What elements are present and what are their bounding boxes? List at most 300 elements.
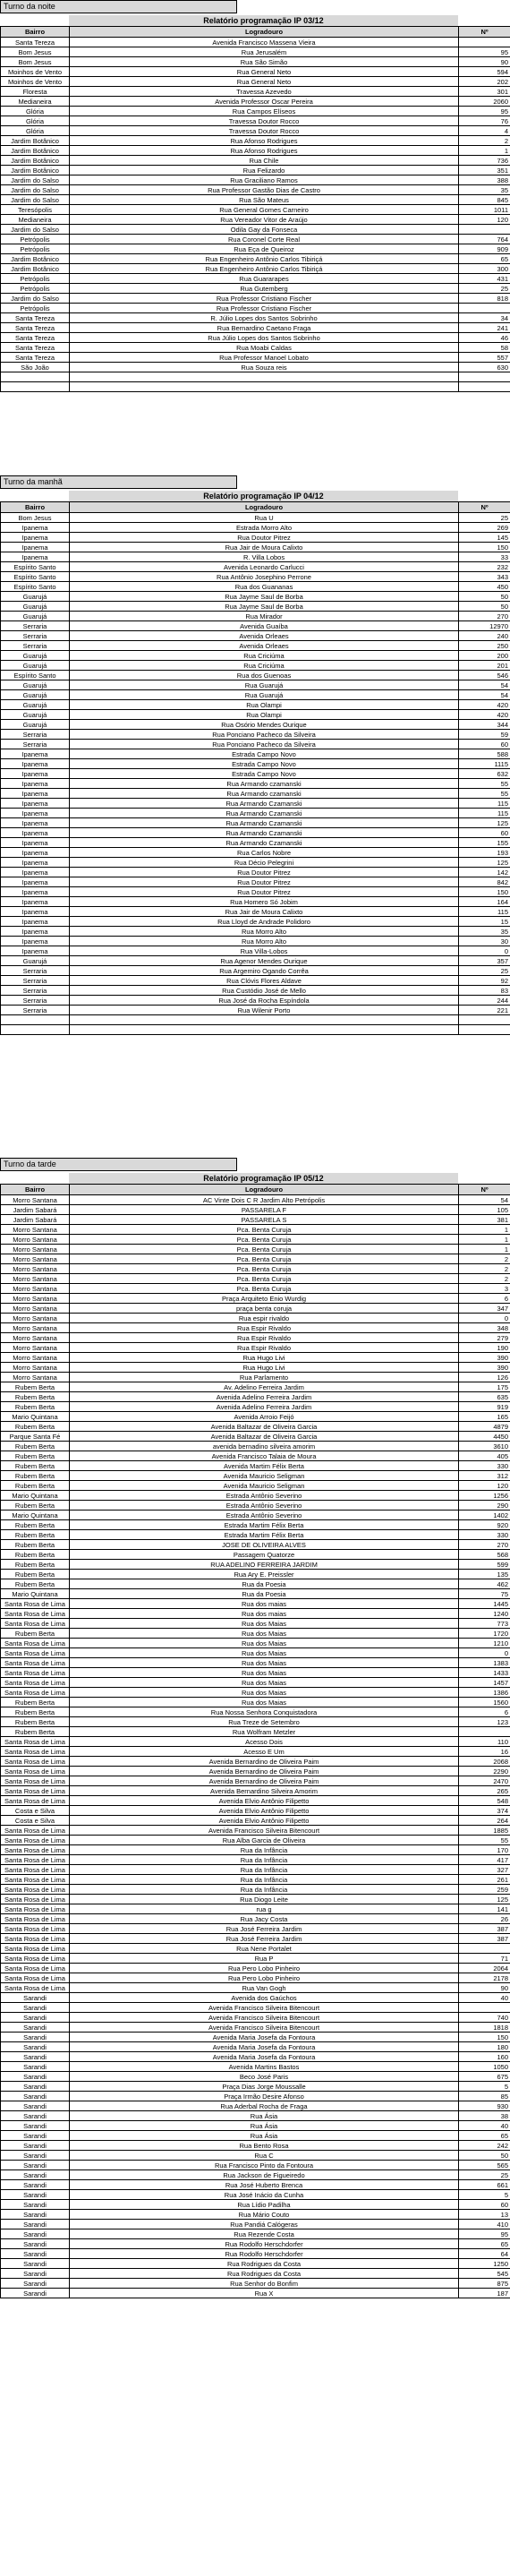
bairro-cell: Santa Rosa de Lima [1,1776,70,1786]
logradouro-cell: Rua dos Maias [70,1639,459,1648]
logradouro-cell: Rua Nossa Senhora Conquistadora [70,1707,459,1717]
logradouro-cell: Rua Doutor Pitrez [70,868,459,877]
numero-cell: 54 [459,1195,510,1205]
numero-cell: 13 [459,2210,510,2220]
bairro-cell: Rubem Berta [1,1550,70,1560]
numero-cell: 50 [459,592,510,602]
numero-cell [459,1944,510,1954]
bairro-cell: Ipanema [1,779,70,789]
logradouro-cell: Rua Morro Alto [70,927,459,937]
table-row [1,690,510,700]
table-row [1,1619,510,1629]
logradouro-cell: Rua da Infância [70,1845,459,1855]
logradouro-cell: Acesso Dois [70,1737,459,1747]
numero-cell: 588 [459,749,510,759]
table-row [1,1274,510,1284]
table-row [1,2200,510,2210]
bairro-cell: Santa Rosa de Lima [1,1836,70,1845]
bairro-cell: Santa Tereza [1,323,70,333]
numero-cell: 5 [459,2082,510,2092]
bairro-cell: Petrópolis [1,274,70,284]
logradouro-cell: Rua Coronel Corte Real [70,235,459,244]
numero-cell: 545 [459,2269,510,2279]
table-row [1,1688,510,1698]
logradouro-cell: Rua Senhor do Bonfim [70,2279,459,2289]
col-numero-header: Nº [459,502,510,513]
table-row [1,175,510,185]
bairro-cell: Jardim do Salso [1,195,70,205]
table-row [1,1609,510,1619]
bairro-cell: Rubem Berta [1,1461,70,1471]
bairro-cell: Sarandi [1,2239,70,2249]
numero-cell: 241 [459,323,510,333]
logradouro-cell: Rua Ásia [70,2111,459,2121]
logradouro-cell: Rua Engenheiro Antônio Carlos Tibiriçá [70,264,459,274]
bairro-cell: Sarandi [1,2062,70,2072]
numero-cell: 290 [459,1501,510,1511]
table-row [1,976,510,986]
table-row [1,1668,510,1678]
logradouro-cell: Avenida Bernardino de Oliveira Paim [70,1767,459,1776]
logradouro-cell: Estrada Campo Novo [70,759,459,769]
turno-label: Turno da manhã [0,475,237,489]
table-row [1,1747,510,1757]
bairro-cell [1,1025,70,1035]
numero-cell: 65 [459,254,510,264]
report-title: Relatório programação IP 03/12 [69,15,458,26]
table-row [1,946,510,956]
table-row [1,809,510,818]
table-row [1,1491,510,1501]
bairro-cell: Petrópolis [1,244,70,254]
numero-cell: 450 [459,582,510,592]
logradouro-cell: Avenida Francisco Massena Vieira [70,38,459,47]
logradouro-cell: Rua Olampi [70,700,459,710]
bairro-cell: Rubem Berta [1,1442,70,1451]
table-row [1,195,510,205]
bairro-cell: Guarujá [1,700,70,710]
bairro-cell: Santa Rosa de Lima [1,1826,70,1836]
logradouro-cell: Rua José Huberto Brenca [70,2180,459,2190]
logradouro-cell: Rua Mirador [70,612,459,621]
col-numero-header: Nº [459,27,510,38]
table-row [1,126,510,136]
bairro-cell: Ipanema [1,868,70,877]
numero-cell: 50 [459,602,510,612]
logradouro-cell: Rua da Poesia [70,1589,459,1599]
logradouro-cell: Avenida Orleaes [70,641,459,651]
numero-cell: 46 [459,333,510,343]
table-row [1,1629,510,1639]
numero-cell: 25 [459,2170,510,2180]
bairro-cell: Sarandi [1,2210,70,2220]
table-row [1,1973,510,1983]
table-row [1,1717,510,1727]
numero-cell: 4 [459,126,510,136]
bairro-cell: Santa Rosa de Lima [1,1737,70,1747]
logradouro-cell: Rua Graciliano Ramos [70,175,459,185]
numero-cell: 1457 [459,1678,510,1688]
logradouro-cell: Avenida Bernardino Silveira Amorim [70,1786,459,1796]
numero-cell: 125 [459,818,510,828]
numero-cell: 55 [459,1836,510,1845]
table-row [1,1875,510,1885]
table-row [1,2151,510,2161]
table-row [1,1264,510,1274]
bairro-cell: Sarandi [1,2111,70,2121]
bairro-cell: Serraria [1,1006,70,1015]
table-row [1,1195,510,1205]
bairro-cell: Espírito Santo [1,671,70,680]
numero-cell: 557 [459,353,510,363]
numero-cell: 240 [459,631,510,641]
numero-cell: 632 [459,769,510,779]
table-row [1,2131,510,2141]
numero-cell: 115 [459,907,510,917]
table-row [1,2101,510,2111]
table-row [1,1382,510,1392]
logradouro-cell: Rua Jacy Costa [70,1914,459,1924]
bairro-cell: Rubem Berta [1,1579,70,1589]
report-table [0,1184,510,2298]
table-row [1,87,510,97]
numero-cell: 193 [459,848,510,858]
logradouro-cell: Rua dos Maias [70,1658,459,1668]
col-logradouro-header: Logradouro [70,27,459,38]
logradouro-cell: Rua Campos Elíseos [70,107,459,116]
numero-cell: 1 [459,1245,510,1254]
bairro-cell: Sarandi [1,2170,70,2180]
table-row [1,2111,510,2121]
bairro-cell: São João [1,363,70,372]
bairro-cell: Ipanema [1,907,70,917]
bairro-cell: Morro Santana [1,1245,70,1254]
bairro-cell: Glória [1,126,70,136]
logradouro-cell: Rua Ásia [70,2131,459,2141]
logradouro-cell: Rua Jerusalém [70,47,459,57]
bairro-cell: Santa Rosa de Lima [1,1668,70,1678]
logradouro-cell: Rua General Gomes Carneiro [70,205,459,215]
table-row [1,956,510,966]
table-row [1,284,510,294]
numero-cell: 25 [459,284,510,294]
bairro-cell: Santa Rosa de Lima [1,1639,70,1648]
bairro-cell: Sarandi [1,2229,70,2239]
table-row [1,235,510,244]
logradouro-cell: Rua José Inácio da Cunha [70,2190,459,2200]
numero-cell: 120 [459,215,510,225]
table-row [1,2220,510,2229]
numero-cell: 1720 [459,1629,510,1639]
numero-cell: 242 [459,2141,510,2151]
col-bairro-header: Bairro [1,1185,70,1195]
bairro-cell: Santa Rosa de Lima [1,1678,70,1688]
logradouro-cell: Avenida Leonardo Carlucci [70,562,459,572]
bairro-cell: Santa Rosa de Lima [1,1786,70,1796]
bairro-cell: Medianeira [1,97,70,107]
logradouro-cell: Avenida Bernardino de Oliveira Paim [70,1757,459,1767]
numero-cell: 264 [459,1816,510,1826]
bairro-cell: Serraria [1,621,70,631]
logradouro-cell: Rua Wolfram Metzler [70,1727,459,1737]
logradouro-cell: Rua Villa-Lobos [70,946,459,956]
numero-cell: 244 [459,996,510,1006]
numero-cell: 630 [459,363,510,372]
logradouro-cell: Estrada Campo Novo [70,749,459,759]
table-row [1,1639,510,1648]
numero-cell: 125 [459,1895,510,1904]
bairro-cell: Moinhos de Vento [1,67,70,77]
logradouro-cell: Rua dos Guenoas [70,671,459,680]
bairro-cell: Serraria [1,976,70,986]
numero-cell: 221 [459,1006,510,1015]
bairro-cell: Moinhos de Vento [1,77,70,87]
col-bairro-header: Bairro [1,502,70,513]
logradouro-cell: Avenida Orleaes [70,631,459,641]
numero-cell: 4450 [459,1432,510,1442]
logradouro-cell: Rua Argemiro Ogando Corrêa [70,966,459,976]
logradouro-cell: Rua Jayme Saul de Borba [70,602,459,612]
numero-cell: 1115 [459,759,510,769]
numero-cell: 599 [459,1560,510,1570]
bairro-cell: Rubem Berta [1,1422,70,1432]
logradouro-cell: Pca. Benta Curuja [70,1225,459,1235]
bairro-cell: Santa Rosa de Lima [1,1983,70,1993]
table-row [1,304,510,313]
bairro-cell: Sarandi [1,2072,70,2082]
logradouro-cell: Rua José Ferreira Jardim [70,1924,459,1934]
table-row [1,2042,510,2052]
bairro-cell: Serraria [1,740,70,749]
table-row [1,1786,510,1796]
bairro-cell: Ipanema [1,927,70,937]
numero-cell: 58 [459,343,510,353]
logradouro-cell: Avenida Bernardino de Oliveira Paim [70,1776,459,1786]
table-row [1,2229,510,2239]
bairro-cell: Rubem Berta [1,1698,70,1707]
logradouro-cell: Rua Van Gogh [70,1983,459,1993]
table-row [1,986,510,996]
bairro-cell: Sarandi [1,2289,70,2298]
table-row [1,333,510,343]
bairro-cell: Sarandi [1,2200,70,2210]
logradouro-cell: Avenida Maria Josefa da Fontoura [70,2052,459,2062]
numero-cell: 232 [459,562,510,572]
table-row [1,887,510,897]
table-row [1,2289,510,2298]
logradouro-cell: Rua Jair de Moura Calixto [70,907,459,917]
logradouro-cell: Rua José Ferreira Jardim [70,1934,459,1944]
logradouro-cell: Rua Doutor Pitrez [70,877,459,887]
numero-cell: 261 [459,1875,510,1885]
logradouro-cell: Rua Doutor Pitrez [70,533,459,543]
logradouro-cell: Pca. Benta Curuja [70,1235,459,1245]
logradouro-cell: R. Villa Lobos [70,552,459,562]
table-row [1,2023,510,2033]
numero-cell: 50 [459,2151,510,2161]
table-row [1,730,510,740]
bairro-cell: Petrópolis [1,304,70,313]
table-row [1,582,510,592]
table-row [1,1816,510,1826]
table-row [1,966,510,976]
col-bairro-header: Bairro [1,27,70,38]
numero-cell: 4879 [459,1422,510,1432]
bairro-cell: Santa Rosa de Lima [1,1954,70,1964]
table-row [1,1826,510,1836]
logradouro-cell: Rua dos Guananas [70,582,459,592]
logradouro-cell: Avenida Martim Félix Berta [70,1461,459,1471]
logradouro-cell: Rua São Mateus [70,195,459,205]
logradouro-cell: PASSARELA S [70,1215,459,1225]
numero-cell: 1011 [459,205,510,215]
table-row [1,2239,510,2249]
table-row [1,1570,510,1579]
bairro-cell: Glória [1,107,70,116]
numero-cell: 59 [459,730,510,740]
logradouro-cell: Rua Rodolfo Herschdorfer [70,2239,459,2249]
bairro-cell: Santa Rosa de Lima [1,1865,70,1875]
logradouro-cell: Rua Afonso Rodrigues [70,136,459,146]
bairro-cell: Sarandi [1,2259,70,2269]
logradouro-cell: Rua da Infância [70,1855,459,1865]
logradouro-cell: Rua Armando Czamanski [70,799,459,809]
table-row [1,1015,510,1025]
numero-cell: 54 [459,690,510,700]
numero-cell: 95 [459,107,510,116]
numero-cell: 1 [459,1235,510,1245]
logradouro-cell: Rua Osório Mendes Ourique [70,720,459,730]
table-row [1,1314,510,1323]
numero-cell: 390 [459,1353,510,1363]
bairro-cell: Sarandi [1,2249,70,2259]
logradouro-cell: Avenida Guaíba [70,621,459,631]
numero-cell: 594 [459,67,510,77]
logradouro-cell: Rua Morro Alto [70,937,459,946]
table-row [1,1924,510,1934]
table-row [1,1520,510,1530]
numero-cell: 312 [459,1471,510,1481]
table-row [1,313,510,323]
numero-cell: 1256 [459,1491,510,1501]
bairro-cell: Sarandi [1,2052,70,2062]
header-row [1,1185,510,1195]
numero-cell: 269 [459,523,510,533]
logradouro-cell: praça benta coruja [70,1304,459,1314]
numero-cell: 405 [459,1451,510,1461]
numero-cell: 635 [459,1392,510,1402]
numero-cell: 930 [459,2101,510,2111]
numero-cell: 390 [459,1363,510,1373]
table-row [1,700,510,710]
table-row [1,2121,510,2131]
numero-cell: 55 [459,779,510,789]
numero-cell: 25 [459,966,510,976]
table-row [1,1461,510,1471]
table-row [1,1304,510,1314]
numero-cell: 16 [459,1747,510,1757]
numero-cell [459,1727,510,1737]
numero-cell: 30 [459,937,510,946]
table-row [1,1550,510,1560]
table-row [1,38,510,47]
logradouro-cell: Rua Hugo Livi [70,1363,459,1373]
table-row [1,2003,510,2013]
bairro-cell: Morro Santana [1,1235,70,1245]
numero-cell: 1050 [459,2062,510,2072]
bairro-cell: Sarandi [1,1993,70,2003]
numero-cell: 431 [459,274,510,284]
logradouro-cell: Avenida Mauricio Seligman [70,1481,459,1491]
numero-cell: 141 [459,1904,510,1914]
table-row [1,1796,510,1806]
bairro-cell: Guarujá [1,602,70,612]
table-row [1,323,510,333]
numero-cell: 126 [459,1373,510,1382]
numero-cell: 155 [459,838,510,848]
bairro-cell: Rubem Berta [1,1501,70,1511]
numero-cell: 842 [459,877,510,887]
numero-cell: 351 [459,166,510,175]
bairro-cell: Mario Quintana [1,1589,70,1599]
table-row [1,1776,510,1786]
table-row [1,2072,510,2082]
bairro-cell: Jardim Sabará [1,1215,70,1225]
bairro-cell: Costa e Silva [1,1806,70,1816]
bairro-cell: Guarujá [1,612,70,621]
bairro-cell: Costa e Silva [1,1816,70,1826]
bairro-cell: Rubem Berta [1,1402,70,1412]
numero-cell: 90 [459,57,510,67]
table-row [1,858,510,868]
bairro-cell: Morro Santana [1,1373,70,1382]
bairro-cell: Sarandi [1,2042,70,2052]
table-row [1,382,510,392]
logradouro-cell: Rua Hugo Livi [70,1353,459,1363]
bairro-cell: Sarandi [1,2013,70,2023]
bairro-cell: Santa Rosa de Lima [1,1648,70,1658]
numero-cell: 6 [459,1707,510,1717]
logradouro-cell: PASSARELA F [70,1205,459,1215]
table-row [1,1540,510,1550]
col-logradouro-header: Logradouro [70,502,459,513]
logradouro-cell: Rua Ásia [70,2121,459,2131]
numero-cell: 357 [459,956,510,966]
numero-cell: 2470 [459,1776,510,1786]
logradouro-cell: Estrada Martim Félix Berta [70,1530,459,1540]
numero-cell: 135 [459,1570,510,1579]
bairro-cell: Parque Santa Fé [1,1432,70,1442]
bairro-cell: Rubem Berta [1,1520,70,1530]
numero-cell: 1383 [459,1658,510,1668]
numero-cell [459,1025,510,1035]
logradouro-cell: Estrada Antônio Severino [70,1491,459,1501]
numero-cell: 1433 [459,1668,510,1678]
bairro-cell: Morro Santana [1,1195,70,1205]
numero-cell: 818 [459,294,510,304]
logradouro-cell: Praça Irmão Desire Afonso [70,2092,459,2101]
bairro-cell: Sarandi [1,2082,70,2092]
logradouro-cell: Avenida Baltazar de Oliveira Garcia [70,1422,459,1432]
numero-cell: 348 [459,1323,510,1333]
numero-cell: 6 [459,1294,510,1304]
bairro-cell: Santa Tereza [1,38,70,47]
logradouro-cell: Rua Custódio José de Mello [70,986,459,996]
logradouro-cell: Rua espir rivaldo [70,1314,459,1323]
numero-cell [459,225,510,235]
table-row [1,543,510,552]
numero-cell: 2178 [459,1973,510,1983]
